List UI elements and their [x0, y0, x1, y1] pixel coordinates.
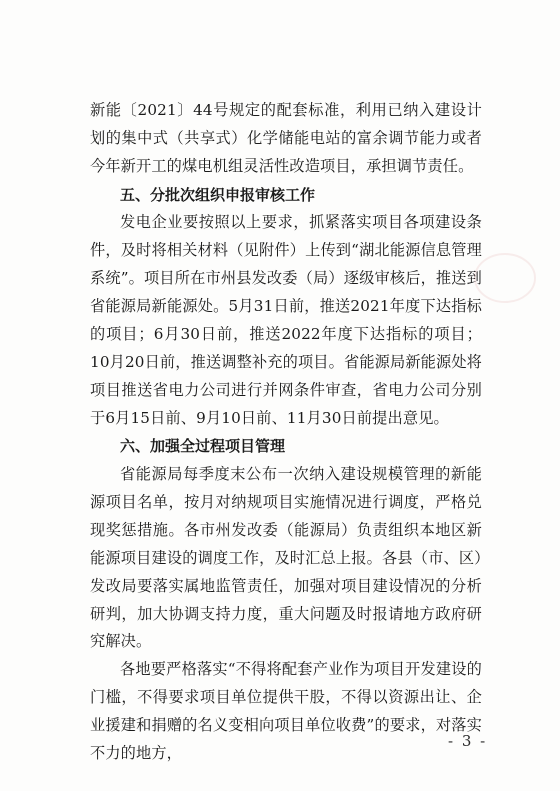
- document-body: [90, 97, 482, 768]
- paragraph-project-management: 省能源局每季度末公布一次纳入建设规模管理的新能源项目名单，按月对纳规项目实施情况进行调度，严格兑现奖惩措施。各市州发改委（能源局）负责组织本地区新能源项目建设的调度工作，及时汇总上报。各县（市、区）发改局要落实属地监管责任，加强对项目建设情况的分析研判，加大协调支持力度，重大问题及时报请地方政府研究解决。: [90, 464, 482, 651]
- page-number: - 3 -: [448, 732, 488, 750]
- paragraph-local-requirements: 各地要严格落实“不得将配套产业作为项目开发建设的门槛，不得要求项目单位提供干股，不得以资源出让、企业援建和捐赠的名义变相向项目单位收费”的要求，对落实不力的地方，: [90, 660, 482, 763]
- paragraph-submission-schedule: 发电企业要按照以上要求，抓紧落实项目各项建设条件，及时将相关材料（见附件）上传到“湖北能源信息管理系统”。项目所在市州县发改委（局）逐级审核后，推送到省能源局新能源处。5月31日前，推送2021年度下达指标的项目；6月30日前，推送2022年度下达指标的项目；10月20日前，推送调整补充的项目。省能源局新能源处将项目推送省电力公司进行并网条件审查，省电力公司分别于6月15日前、9月10日前、11月30日前提出意见。: [90, 213, 483, 427]
- section-heading-6: 六、加强全过程项目管理: [120, 437, 286, 456]
- paragraph-storage-standard: 新能〔2021〕44号规定的配套标准，利用已纳入建设计划的集中式（共享式）化学储能电站的富余调节能力或者今年新开工的煤电机组灵活性改造项目，承担调节责任。: [90, 101, 482, 175]
- section-heading-5: 五、分批次组织申报审核工作: [120, 185, 316, 204]
